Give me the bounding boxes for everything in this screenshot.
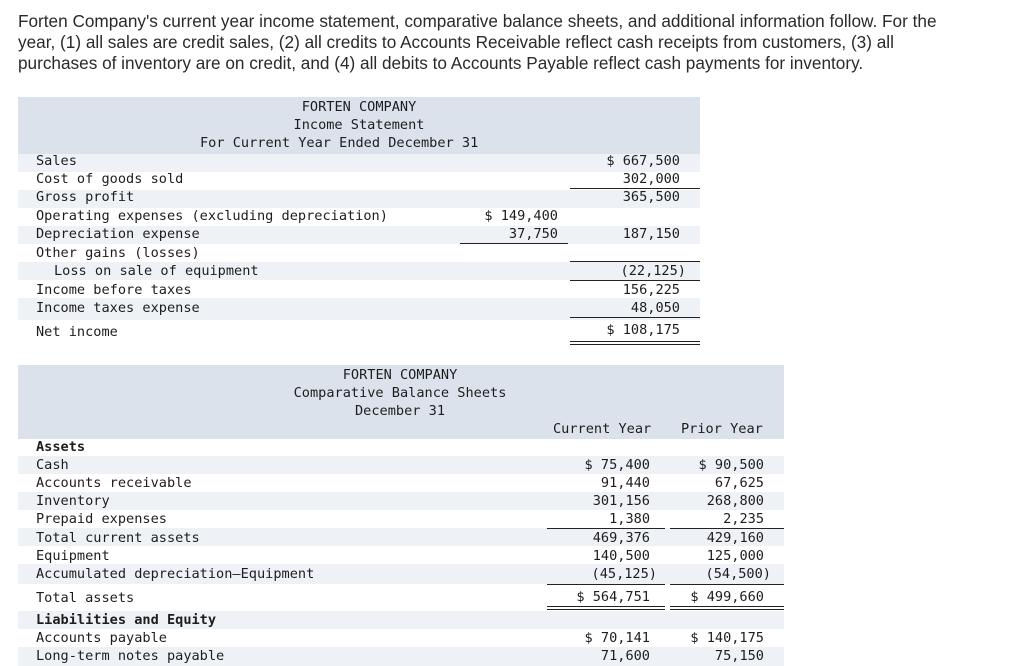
is-col2-value: $ 108,175: [606, 322, 680, 338]
bs-row-label: Accounts receivable: [36, 475, 192, 491]
assets-heading: Assets: [36, 439, 86, 455]
bs-current-value: 469,376: [592, 530, 650, 546]
is-col1-value: $ 149,400: [484, 208, 558, 224]
bs-current-value: 71,600: [600, 648, 650, 664]
bs-row-label: Accumulated depreciation—Equipment: [36, 566, 315, 582]
bs-prior-value: $ 499,660: [690, 589, 764, 605]
bs-prior-value: (54,500): [705, 566, 771, 582]
bs-row-label: Equipment: [36, 548, 110, 564]
is-col2-value: 156,225: [622, 282, 680, 298]
bs-row-label: Inventory: [36, 493, 110, 509]
is-row-label: Income before taxes: [36, 282, 192, 298]
bs-current-value: $ 70,141: [584, 630, 650, 646]
bs-current-underline: [547, 528, 665, 529]
is-row-label: Loss on sale of equipment: [54, 263, 259, 279]
balance-date: December 31: [354, 403, 446, 419]
bs-current-value: $ 75,400: [584, 457, 650, 473]
is-col2-underline: [570, 261, 700, 262]
bs-prior-value: 429,160: [706, 530, 764, 546]
col-header-prior-year: Prior Year: [681, 421, 763, 437]
is-double-underline: [570, 344, 700, 345]
is-col2-value: (22,125): [620, 263, 686, 279]
income-company-name: FORTEN COMPANY: [301, 99, 417, 115]
intro-line: year, (1) all sales are credit sales, (2) all credits to Accounts Receivable reflect cash receipts from customers, (3) all: [18, 32, 894, 52]
is-col1-underline: [460, 243, 568, 244]
is-col1-value: 37,750: [508, 226, 558, 242]
bs-row-label: Long-term notes payable: [36, 648, 225, 664]
col-header-current-year: Current Year: [553, 421, 652, 437]
bs-prior-value: $ 90,500: [698, 457, 764, 473]
income-period: For Current Year Ended December 31: [200, 135, 479, 151]
bs-current-value: (45,125): [591, 566, 657, 582]
bs-row-label: Cash: [36, 457, 69, 473]
is-row-label: Cost of goods sold: [36, 171, 184, 187]
bs-prior-underline: [670, 528, 784, 529]
bs-row-label: Total current assets: [36, 530, 200, 546]
bs-prior-double-underline: [670, 609, 784, 610]
balance-title: Comparative Balance Sheets: [293, 385, 507, 401]
problem-intro: [18, 11, 1024, 74]
bs-current-value: 91,440: [600, 475, 650, 491]
is-row-label: Gross profit: [36, 189, 135, 205]
is-row-label: Sales: [36, 153, 77, 169]
bs-row-label: Total assets: [36, 590, 135, 606]
bs-prior-value: 75,150: [714, 648, 764, 664]
is-row-label: Other gains (losses): [36, 245, 200, 261]
is-col2-value: 48,050: [630, 300, 680, 316]
is-col2-underline: [570, 317, 700, 318]
bs-prior-underline: [670, 584, 784, 585]
is-row-label: Net income: [36, 324, 118, 340]
bs-prior-double-underline: [670, 606, 784, 607]
bs-prior-value: 125,000: [706, 548, 764, 564]
is-row-label: Depreciation expense: [36, 226, 200, 242]
intro-line: Forten Company's current year income statement, comparative balance sheets, and additional information follow. For the: [18, 11, 937, 31]
is-col2-underline: [570, 280, 700, 281]
is-double-underline: [570, 341, 700, 342]
bs-current-double-underline: [547, 609, 665, 610]
bs-current-double-underline: [547, 606, 665, 607]
bs-row-label: Prepaid expenses: [36, 511, 167, 527]
bs-prior-value: 2,235: [723, 511, 764, 527]
is-col2-value: 187,150: [622, 226, 680, 242]
bs-current-value: 301,156: [592, 493, 650, 509]
bs-prior-value: 67,625: [714, 475, 764, 491]
liabilities-heading: Liabilities and Equity: [36, 612, 217, 628]
bs-prior-value: 268,800: [706, 493, 764, 509]
is-row-label: Operating expenses (excluding depreciation): [36, 208, 388, 224]
income-title: Income Statement: [293, 117, 425, 133]
is-col2-value: $ 667,500: [606, 153, 680, 169]
bs-prior-value: $ 140,175: [690, 630, 764, 646]
bs-current-value: 1,380: [609, 511, 650, 527]
bs-current-underline: [547, 584, 665, 585]
bs-current-value: $ 564,751: [576, 589, 650, 605]
intro-line: purchases of inventory are on credit, and (4) all debits to Accounts Payable reflect cash payments for inventory.: [18, 53, 864, 73]
is-col2-value: 302,000: [622, 171, 680, 187]
is-row-label: Income taxes expense: [36, 300, 200, 316]
is-col2-value: 365,500: [622, 189, 680, 205]
balance-company-name: FORTEN COMPANY: [342, 367, 458, 383]
bs-current-value: 140,500: [592, 548, 650, 564]
bs-row-label: Accounts payable: [36, 630, 167, 646]
